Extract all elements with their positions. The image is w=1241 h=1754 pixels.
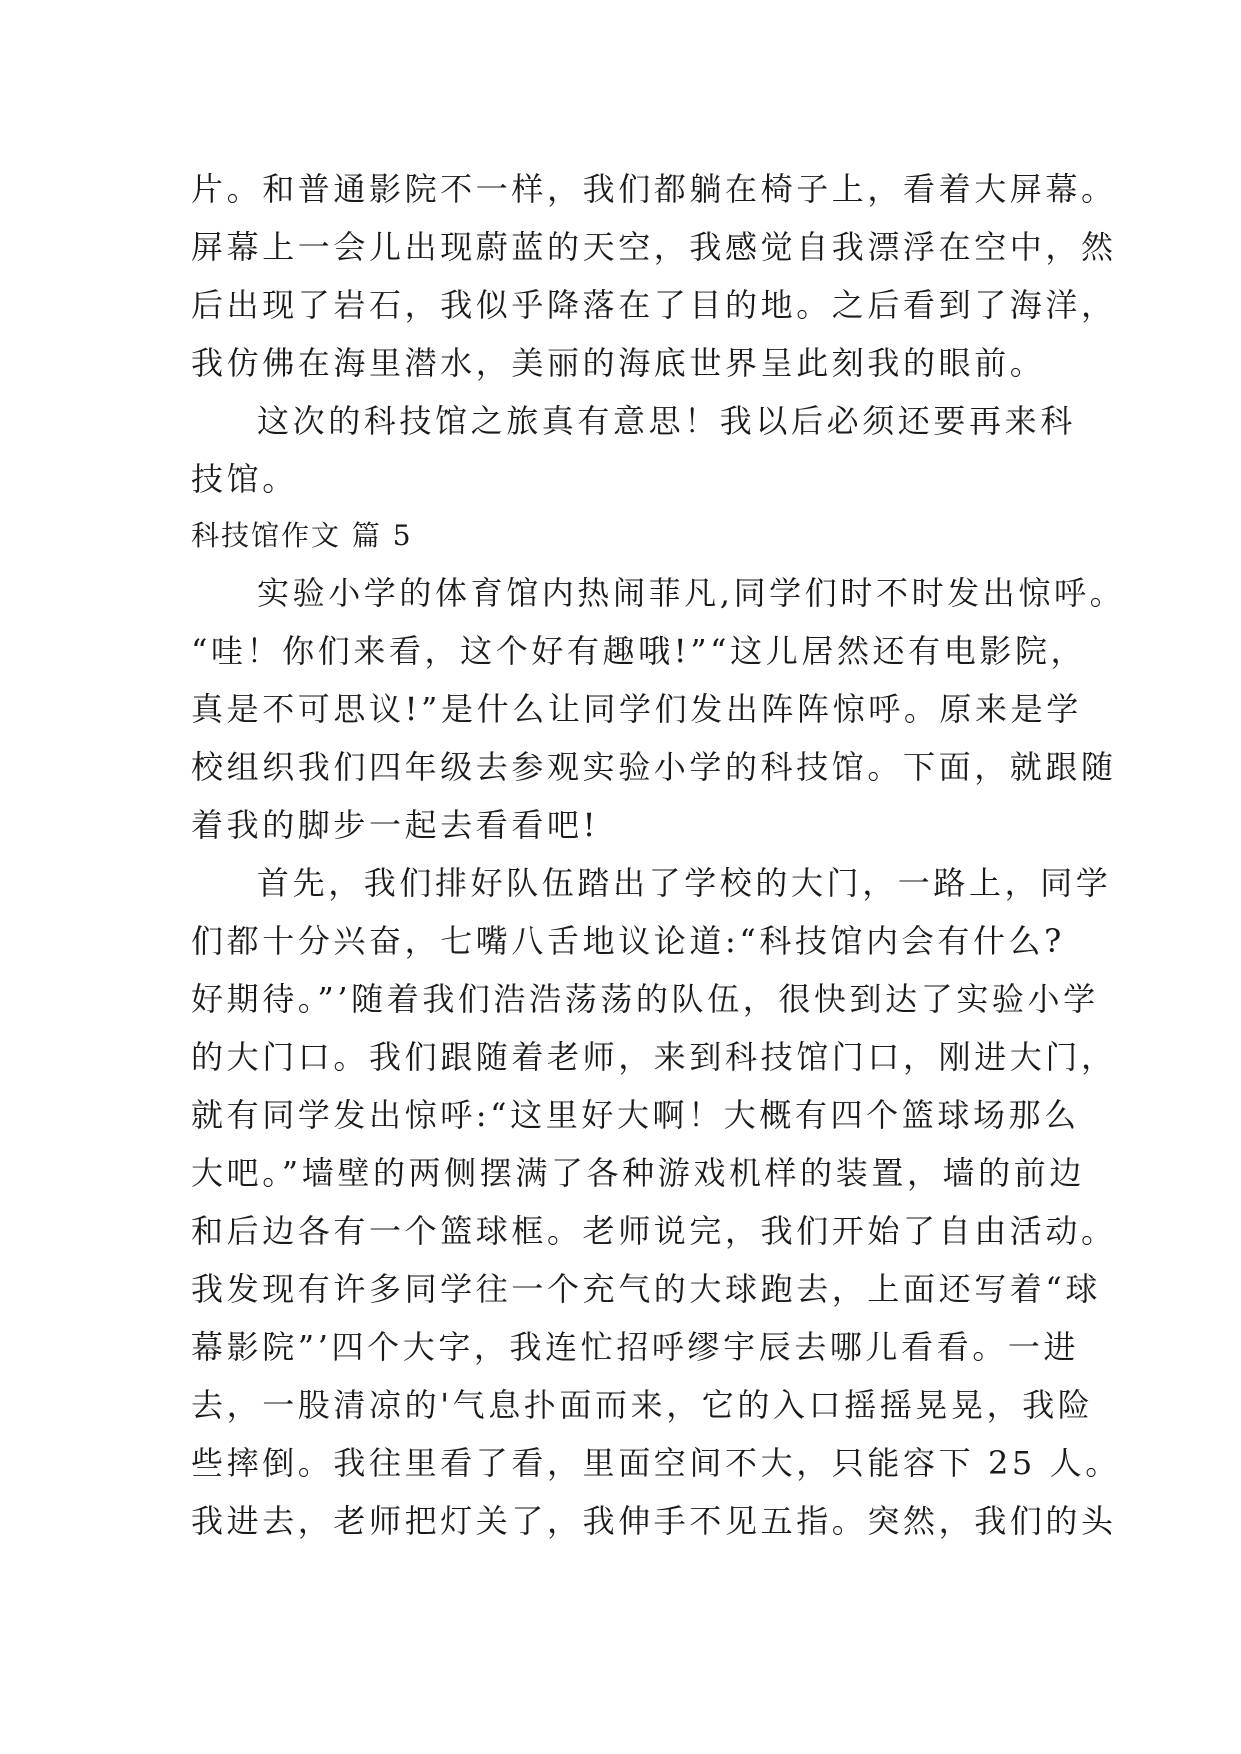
text-line: 我进去，老师把灯关了，我伸手不见五指。突然，我们的头 <box>191 1502 1117 1540</box>
text-line: 真是不可思议!”是什么让同学们发出阵阵惊呼。原来是学 <box>191 690 1082 728</box>
text-line: “哇！你们来看，这个好有趣哦!”“这儿居然还有电影院， <box>191 632 1087 670</box>
essay-body <box>191 160 1126 1550</box>
text-line: 的大门口。我们跟随着老师，来到科技馆门口，刚进大门， <box>191 1038 1117 1076</box>
text-line: 好期待。”’随着我们浩浩荡荡的队伍，很快到达了实验小学 <box>191 980 1099 1018</box>
text-line: 校组织我们四年级去参观实验小学的科技馆。下面，就跟随 <box>191 748 1117 786</box>
text-line: 幕影院”’四个大字，我连忙招呼缪宇辰去哪儿看看。一进 <box>191 1328 1080 1366</box>
text-line: 片。和普通影院不一样，我们都躺在椅子上，看着大屏幕。 <box>191 170 1117 208</box>
text-line: 我发现有许多同学往一个充气的大球跑去，上面还写着“球 <box>191 1270 1101 1308</box>
text-line: 屏幕上一会儿出现蔚蓝的天空，我感觉自我漂浮在空中，然 <box>191 228 1117 266</box>
text-line: 这次的科技馆之旅真有意思！我以后必须还要再来科 <box>257 402 1076 440</box>
text-line: 就有同学发出惊呼:“这里好大啊！大概有四个篮球场那么 <box>191 1096 1080 1134</box>
text-line: 后出现了岩石，我似乎降落在了目的地。之后看到了海洋， <box>191 286 1117 324</box>
text-line: 技馆。 <box>191 460 298 498</box>
text-line: 们都十分兴奋，七嘴八舌地议论道:“科技馆内会有什么? <box>191 922 1065 960</box>
text-line: 去，一股清凉的'气息扑面而来，它的入口摇摇晃晃，我险 <box>191 1386 1094 1424</box>
text-line: 我仿佛在海里潜水，美丽的海底世界呈此刻我的眼前。 <box>191 344 1046 382</box>
section-heading: 科技馆作文 篇 5 <box>191 519 413 552</box>
text-line: 着我的脚步一起去看看吧! <box>191 806 600 844</box>
text-line: 实验小学的体育馆内热闹菲凡,同学们时不时发出惊呼。 <box>257 574 1126 612</box>
text-line: 首先，我们排好队伍踏出了学校的大门，一路上，同学 <box>257 864 1112 902</box>
text-line: 大吧。”墙壁的两侧摆满了各种游戏机样的装置，墙的前边 <box>191 1154 1085 1192</box>
text-line: 和后边各有一个篮球框。老师说完，我们开始了自由活动。 <box>191 1212 1117 1250</box>
text-line: 些摔倒。我往里看了看，里面空间不大，只能容下 25 人。 <box>191 1444 1121 1482</box>
